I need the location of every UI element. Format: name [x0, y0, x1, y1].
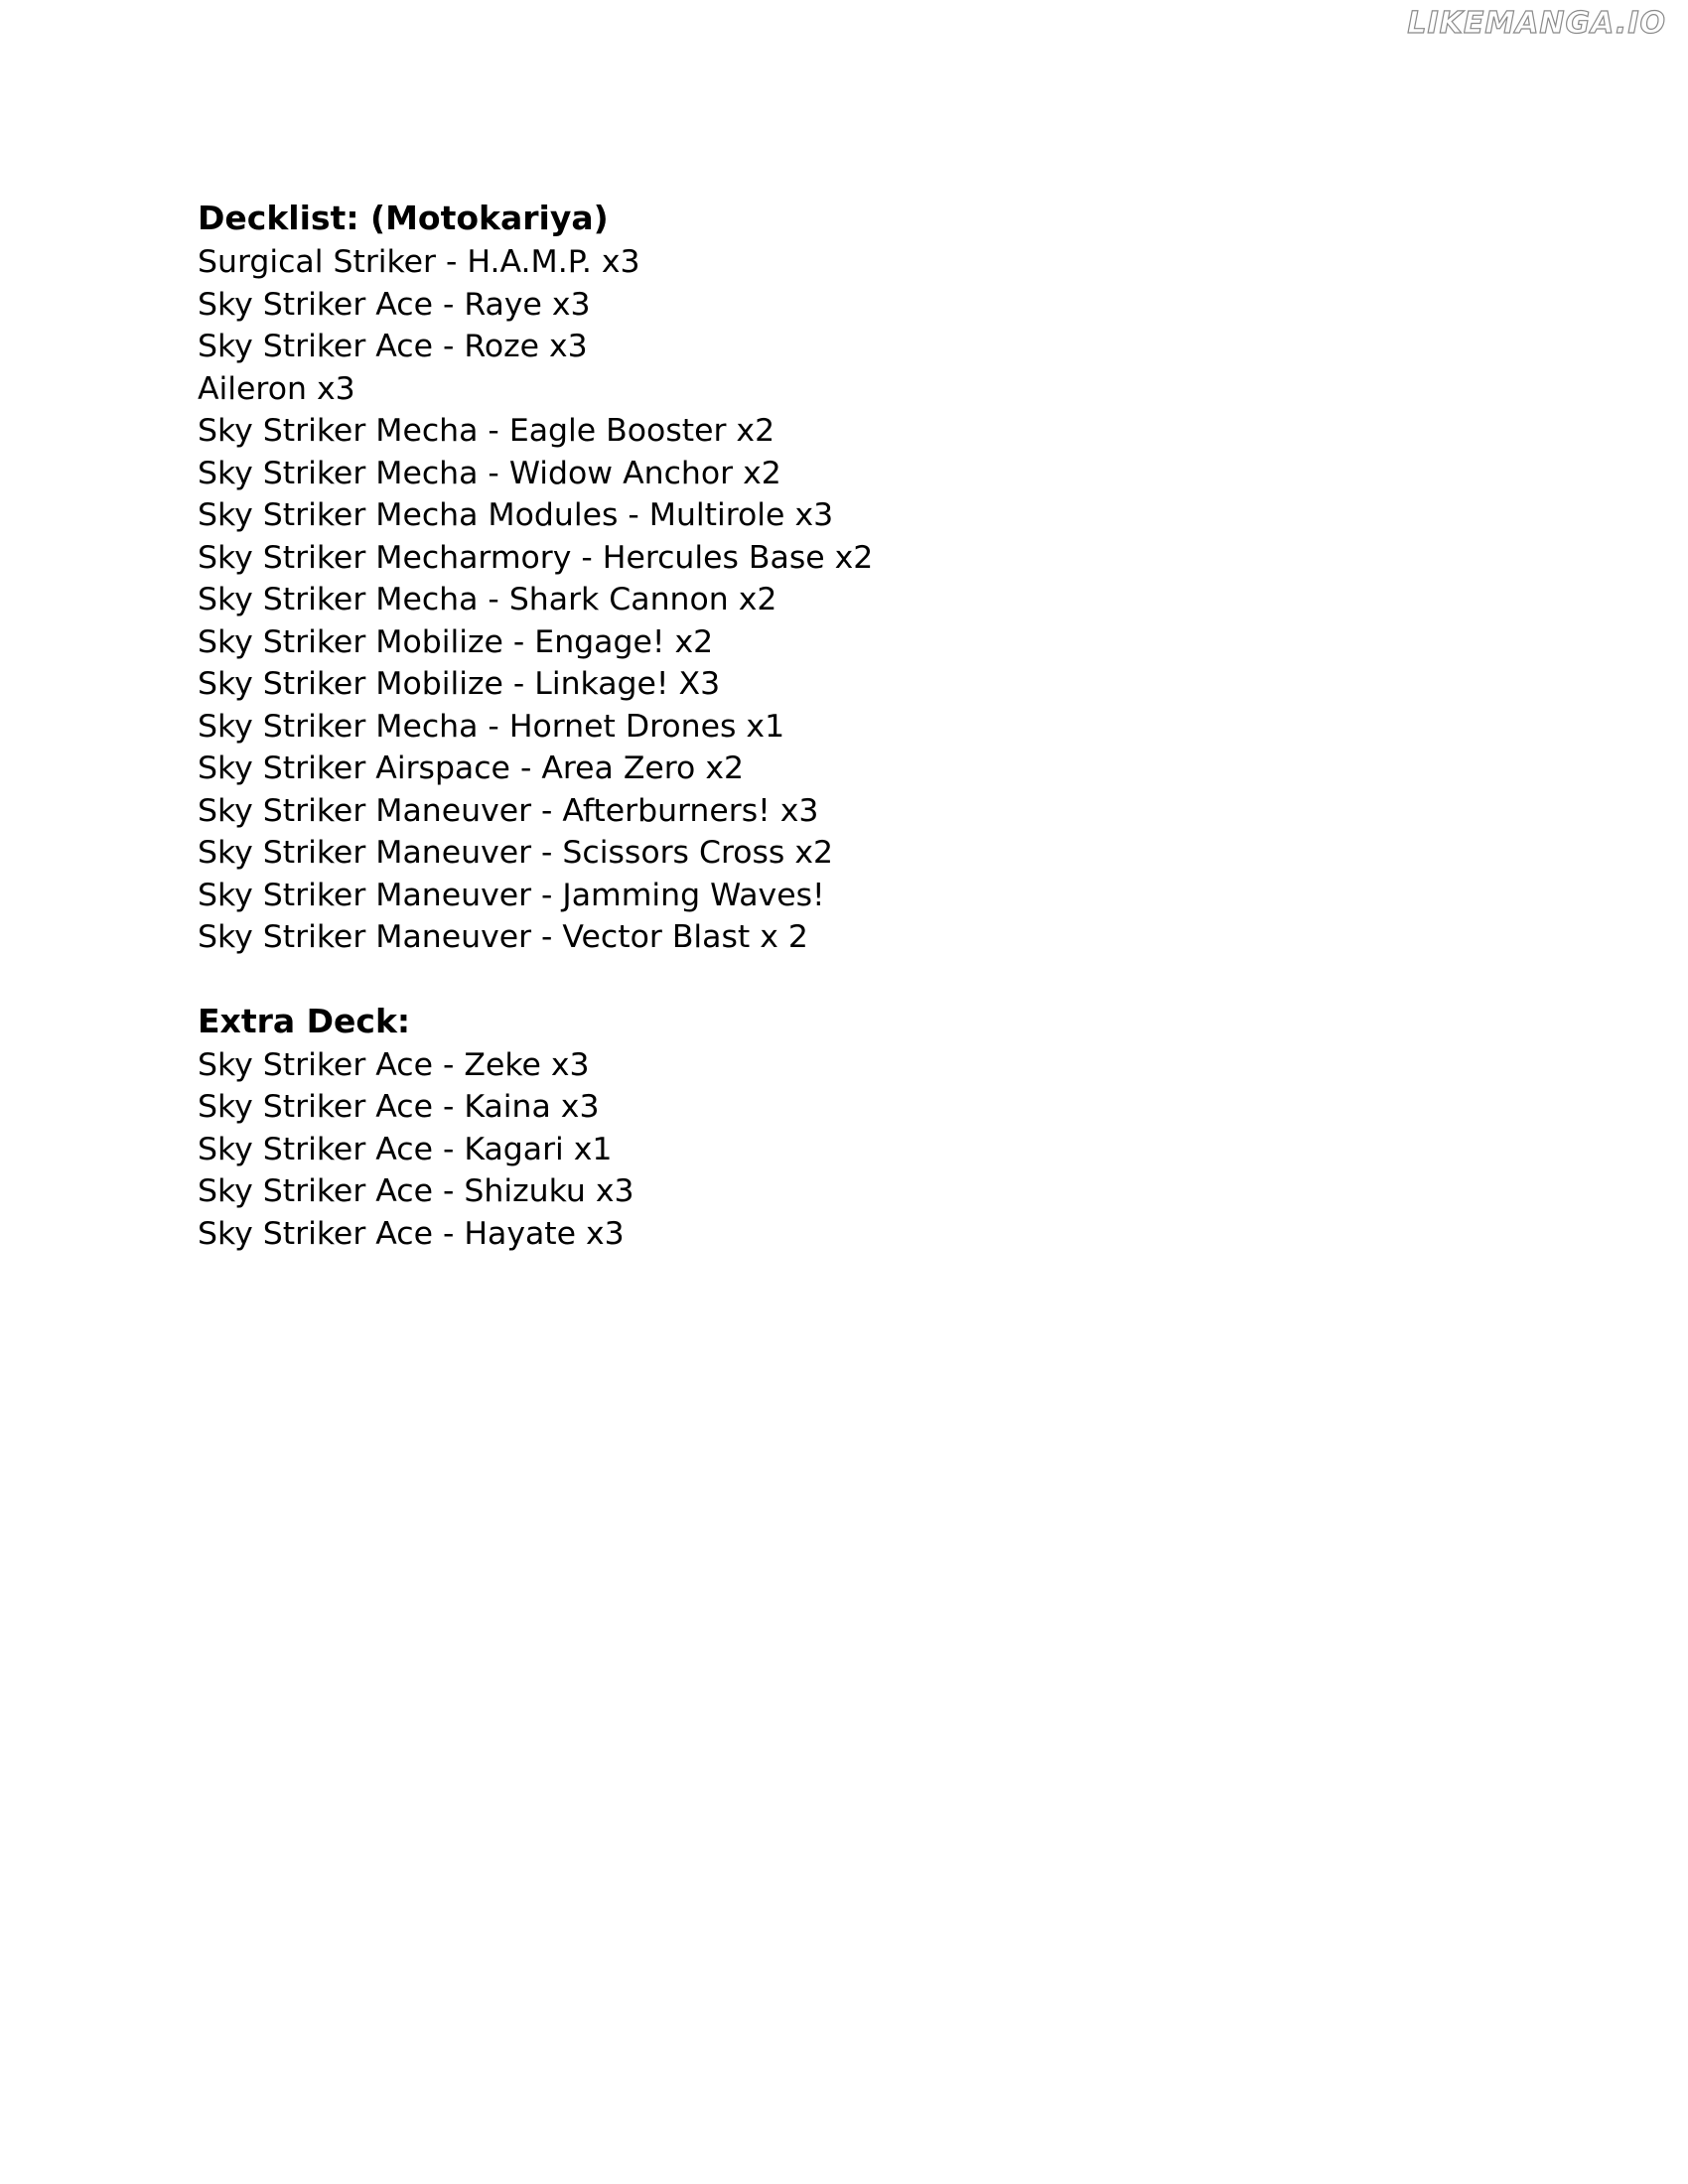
main-deck-card: Sky Striker Mecha - Widow Anchor x2 [198, 455, 781, 491]
main-deck-card: Sky Striker Mecharmory - Hercules Base x2 [198, 539, 874, 576]
main-deck-card: Sky Striker Maneuver - Afterburners! x3 [198, 792, 819, 829]
extra-deck-card: Sky Striker Ace - Zeke x3 [198, 1046, 590, 1083]
extra-deck-card: Sky Striker Ace - Kagari x1 [198, 1131, 613, 1167]
main-deck-card: Sky Striker Maneuver - Vector Blast x 2 [198, 919, 808, 955]
main-deck-card: Sky Striker Ace - Raye x3 [198, 286, 591, 323]
main-deck-card: Sky Striker Ace - Roze x3 [198, 329, 588, 364]
main-deck-card: Aileron x3 [198, 370, 355, 407]
main-deck-card: Sky Striker Mobilize - Linkage! X3 [198, 666, 721, 702]
main-deck-card: Sky Striker Mecha - Eagle Booster x2 [198, 413, 775, 449]
decklist-document [198, 196, 1389, 1255]
extra-deck-heading: Extra Deck: [198, 1001, 411, 1040]
section-spacer [198, 959, 1389, 999]
main-deck-card: Sky Striker Airspace - Area Zero x2 [198, 751, 745, 786]
extra-deck-card: Sky Striker Ace - Hayate x3 [198, 1215, 625, 1252]
main-deck-card: Sky Striker Mecha - Shark Cannon x2 [198, 582, 777, 617]
watermark-logo: LIKEMANGA.IO [1407, 6, 1666, 41]
main-deck-card: Surgical Striker - H.A.M.P. x3 [198, 244, 640, 280]
extra-deck-card: Sky Striker Ace - Shizuku x3 [198, 1173, 634, 1209]
main-deck-card: Sky Striker Mecha - Hornet Drones x1 [198, 708, 785, 745]
extra-deck-card: Sky Striker Ace - Kaina x3 [198, 1089, 600, 1125]
main-deck-card: Sky Striker Mecha Modules - Multirole x3 [198, 497, 834, 533]
main-deck-list [198, 241, 1389, 959]
main-deck-heading: Decklist: (Motokariya) [198, 199, 609, 237]
main-deck-card: Sky Striker Maneuver - Jamming Waves! [198, 877, 825, 913]
extra-deck-list [198, 1044, 1389, 1256]
main-deck-card: Sky Striker Maneuver - Scissors Cross x2 [198, 835, 834, 871]
main-deck-card: Sky Striker Mobilize - Engage! x2 [198, 623, 714, 660]
